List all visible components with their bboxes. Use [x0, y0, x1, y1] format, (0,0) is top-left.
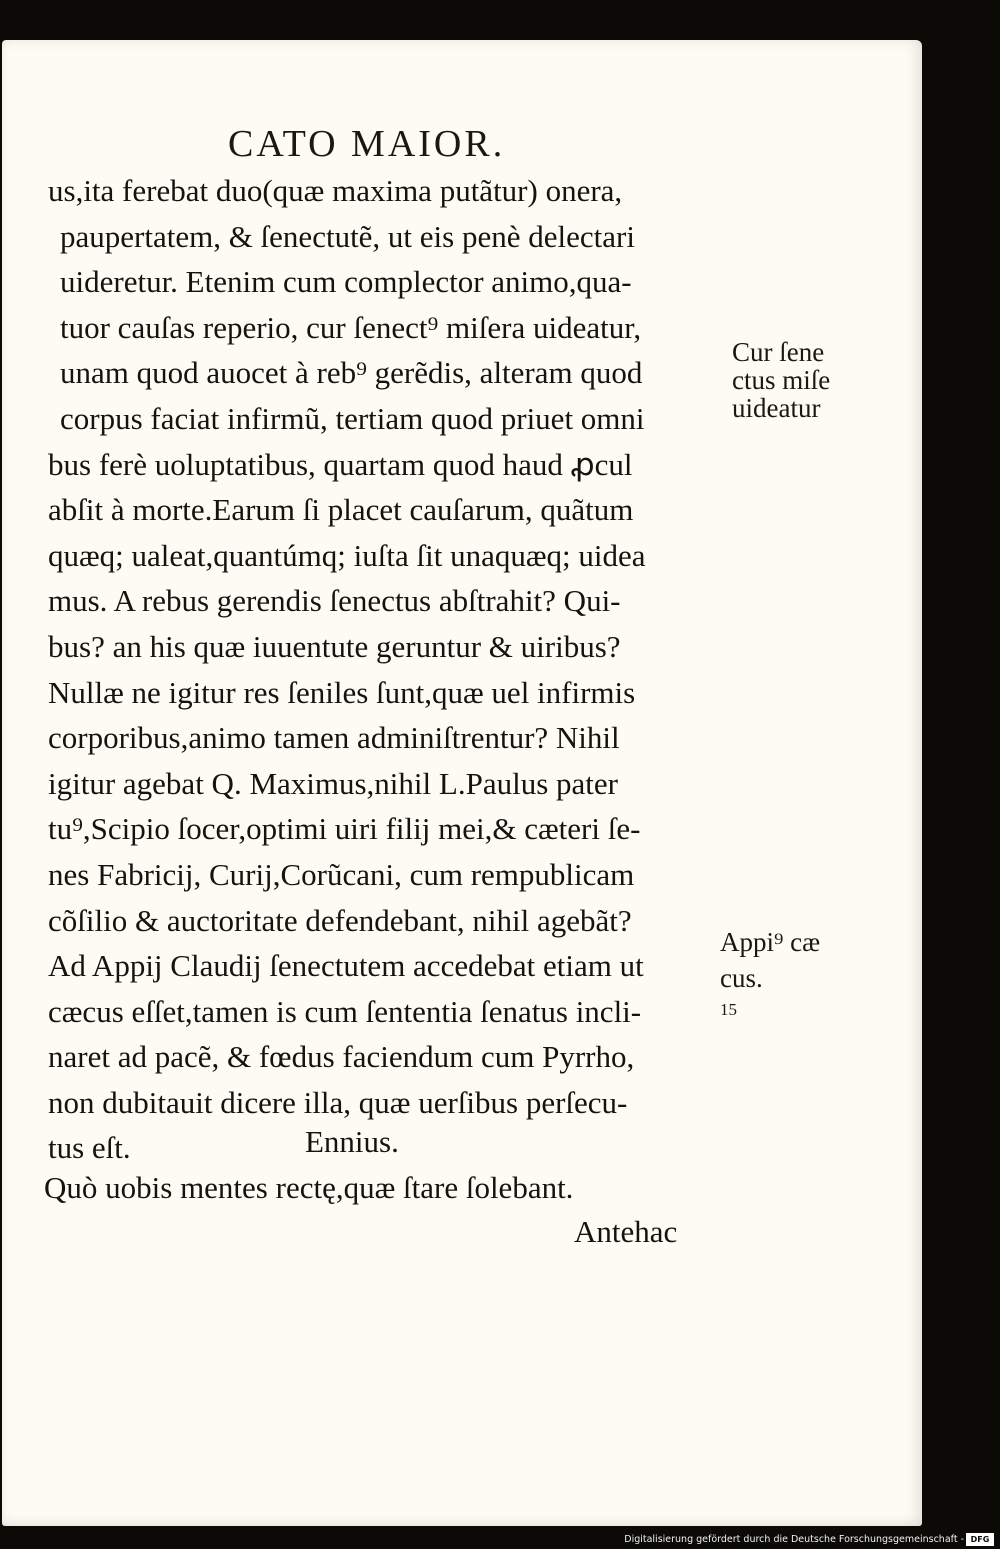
text-line: Nullæ ne igitur res ſeniles ſunt,quæ uel infirmis [48, 674, 636, 710]
marginal-note-line: Cur ſene [732, 337, 825, 367]
text-line: bus? an his quæ iuuentute geruntur & uiribus? [48, 628, 621, 664]
text-line: cæcus eſſet,tamen is cum ſententia ſenatus incli- [48, 993, 642, 1029]
marginal-note-line: uideatur [732, 393, 821, 423]
running-head: CATO MAIOR. [228, 123, 506, 165]
verse-line: Quò uobis mentes rectę,quæ ſtare ſolebant. [44, 1170, 574, 1205]
text-line: cõſilio & auctoritate defendebant, nihil agebãt? [48, 902, 632, 938]
marginal-note-line: Appi⁹ cæ [720, 927, 821, 957]
speaker-heading: Ennius. [305, 1124, 399, 1159]
funding-credit: Digitalisierung gefördert durch die Deutsche Forschungsgemeinschaft - [624, 1534, 964, 1545]
marginal-note-senectus [732, 338, 830, 422]
catchword: Antehac [574, 1214, 678, 1249]
text-line: quæq; ualeat,quantúmq; iuſta ſit unaquæq; uidea [48, 537, 646, 573]
text-line: nes Fabricij, Curij,Corũcani, cum rempublicam [48, 856, 635, 892]
text-line: abſit à morte.Earum ſi placet cauſarum, quãtum [48, 492, 634, 528]
body-text [48, 168, 718, 1171]
text-line: Ad Appij Claudij ſenectutem accedebat etiam ut [48, 948, 644, 984]
text-line: non dubitauit dicere illa, quæ uerſibus perſecu- [48, 1084, 628, 1120]
marginal-note-line: ctus miſe [732, 365, 831, 395]
text-line: mus. A rebus gerendis ſenectus abſtrahit? Qui- [48, 583, 621, 619]
marginal-note-line: cus. [720, 963, 763, 993]
text-line: corporibus,animo tamen adminiſtrentur? Nihil [48, 720, 620, 756]
text-line: naret ad pacẽ, & fœdus faciendum cum Pyrrho, [48, 1039, 635, 1075]
text-line: paupertatem, & ſenectutẽ, ut eis penè delectari [60, 218, 635, 254]
text-line: unam quod auocet à reb⁹ gerẽdis, alteram quod [60, 355, 643, 391]
text-line: igitur agebat Q. Maximus,nihil L.Paulus pater [48, 765, 618, 801]
text-line: us,ita ferebat duo(quæ maxima putãtur) onera, [48, 173, 623, 208]
line-number: 15 [720, 1000, 737, 1019]
text-line: uideretur. Etenim cum complector animo,qua- [60, 264, 632, 300]
text-line: tuor cauſas reperio, cur ſenect⁹ miſera uideatur, [60, 309, 642, 345]
marginal-note-appius [720, 924, 820, 996]
text-line: tu⁹,Scipio ſocer,optimi uiri filij mei,& cæteri ſe- [48, 811, 641, 847]
text-line: bus ferè uoluptatibus, quartam quod haud ꝓcul [48, 446, 633, 482]
dfg-logo: DFG [966, 1533, 994, 1546]
text-line: tus eſt. [48, 1130, 131, 1166]
text-line: corpus faciat infirmũ, tertiam quod priuet omni [60, 400, 645, 436]
